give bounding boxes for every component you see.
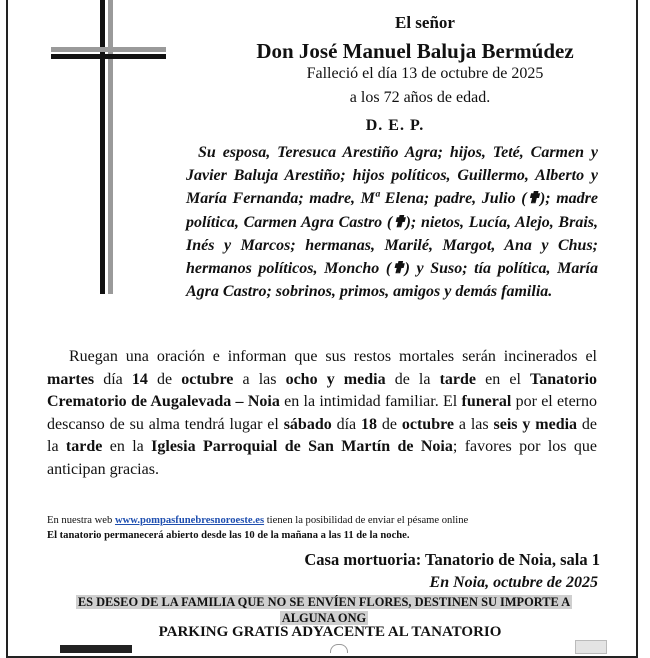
cross-glyph-icon: ✟ <box>391 260 405 278</box>
family-list: Su esposa, Teresuca Arestiño Agra; hijos, Teté, Carmen y Javier Baluja Arestiño; hijos políticos, Guillermo, Alberto y María Fernanda; madre, Mª Elena; padre, Julio (✟); madre política, Carmen Agra Castro (✟); nietos, Lucía, Alejo, Brais, Inés y Marcos; hermanas, Marilé, Margot, Ana y Chus; hermanos políticos, Moncho (✟) y Suso; tía política, María Agra Castro; sobrinos, primos, amigos y demás familia. <box>186 144 599 301</box>
funeral-home: Casa mortuoria: Tanatorio de Noia, sala 1 <box>304 550 600 569</box>
ceremony-announcement: Ruegan una oración e informan que sus restos mortales serán incinerados el martes día 14 de octubre a las ocho y media de la tarde en el Tanatorio Crematorio de Augalevada – Noia en la intimidad familiar. El funeral por el eterno descanso de su alma tendrá lugar el sábado día 18 de octubre a las seis y media de la tarde en la Iglesia Parroquial de San Martín de Noia; favores por los que anticipan gracias. <box>47 348 598 478</box>
title-senor: El señor <box>395 13 455 32</box>
death-date: Falleció el día 13 de octubre de 2025 <box>306 65 544 82</box>
place-date: En Noia, octubre de 2025 <box>429 574 598 591</box>
company-logo <box>60 645 132 653</box>
opening-hours: El tanatorio permanecerá abierto desde las 10 de la mañana a las 11 de la noche. <box>47 530 410 541</box>
age-at-death: a los 72 años de edad. <box>349 89 491 106</box>
deceased-name: Don José Manuel Baluja Bermúdez <box>256 39 574 63</box>
emblem-logo <box>330 644 348 653</box>
cross-glyph-icon: ✟ <box>526 190 540 208</box>
website-link[interactable]: www.pompasfunebresnoroeste.es <box>114 515 265 526</box>
web-condolence-note: En nuestra web www.pompasfunebresnoroeste.es tienen la posibilidad de enviar el pésame online <box>47 515 469 526</box>
partner-logo <box>575 640 607 654</box>
cross-icon <box>51 0 166 300</box>
no-flowers-notice: ES DESEO DE LA FAMILIA QUE NO SE ENVÍEN FLORES, DESTINEN SU IMPORTE A ALGUNA ONG <box>77 595 571 625</box>
parking-notice: PARKING GRATIS ADYACENTE AL TANATORIO <box>158 624 502 640</box>
cross-glyph-icon: ✟ <box>392 213 406 231</box>
rip-label: D. E. P. <box>365 117 425 134</box>
